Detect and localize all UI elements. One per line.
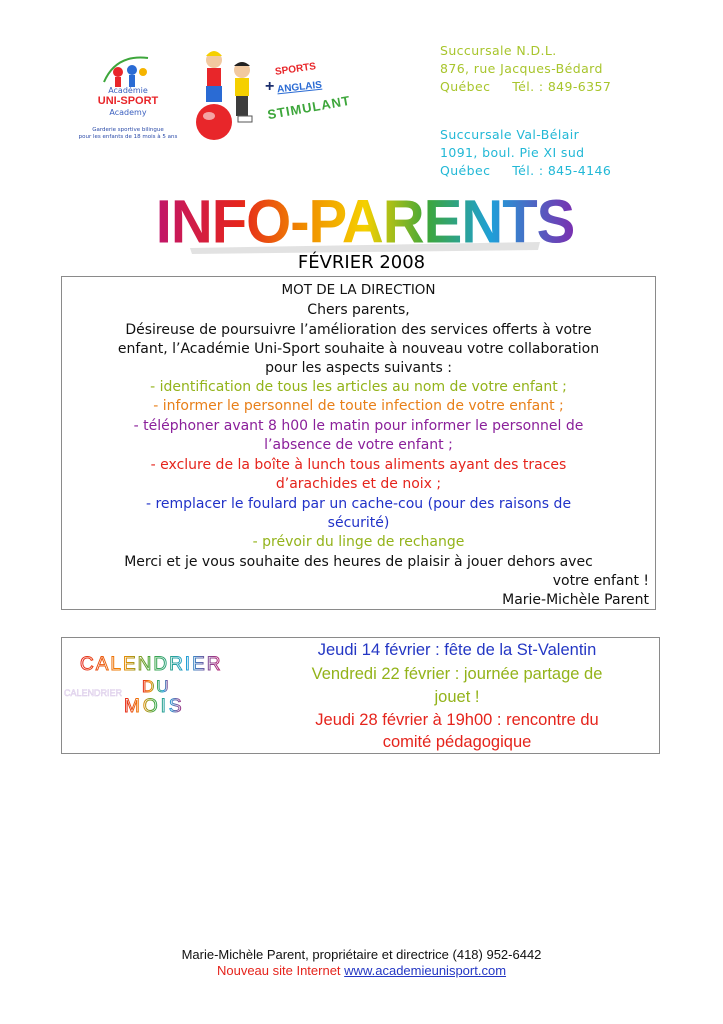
logo-academy-text: Academy — [109, 108, 147, 117]
list-item-foulard: - remplacer le foulard par un cache-cou (pour des raisons de — [145, 496, 572, 512]
branch-ndl-address — [440, 42, 611, 96]
banner-title: INFO-PARENTS — [155, 187, 575, 257]
branch-city-phone: Québec Tél. : 845-4146 — [440, 163, 612, 178]
branch-valbelair-address — [440, 126, 611, 180]
event-st-valentin: Jeudi 14 février : fête de la St-Valentin — [317, 641, 597, 659]
direction-message-box — [61, 276, 656, 610]
branch-city-phone: Québec Tél. : 849-6357 — [440, 79, 612, 94]
newsletter-month: FÉVRIER 2008 — [297, 252, 426, 273]
logo-unisport-text: UNI-SPORT — [97, 95, 159, 107]
branch-street: 876, rue Jacques-Bédard — [440, 61, 603, 76]
calendar-title-art — [62, 646, 252, 718]
intro-line: pour les aspects suivants : — [265, 360, 452, 376]
calendar-art-word: MOIS — [124, 696, 185, 717]
event-partage-jouet-cont: jouet ! — [434, 688, 480, 706]
calendar-art-word: CALENDRIER — [80, 654, 223, 675]
intro-line: enfant, l’Académie Uni-Sport souhaite à nouveau votre collaboration — [117, 341, 600, 357]
signature: Marie-Michèle Parent — [502, 592, 649, 608]
svg-text:CALENDRIER: CALENDRIER — [64, 688, 123, 698]
slogan-stimulant: STIMULANT — [266, 92, 352, 123]
direction-heading: MOT DE LA DIRECTION — [281, 282, 436, 298]
closing-line: Merci et je vous souhaite des heures de plaisir à jouer dehors avec — [124, 554, 593, 570]
intro-line: Désireuse de poursuivre l’amélioration des services offerts à votre — [125, 322, 592, 338]
branch-name: Succursale Val-Bélair — [440, 127, 580, 142]
info-parents-banner — [155, 186, 575, 257]
list-item-linge: - prévoir du linge de rechange — [252, 534, 465, 550]
list-item-lunch: - exclure de la boîte à lunch tous aliments ayant des traces — [150, 457, 567, 473]
slogan — [265, 60, 361, 130]
footer-owner: Marie-Michèle Parent, propriétaire et directrice (418) 952-6442 — [181, 947, 542, 962]
website-link[interactable]: www.academieunisport.com — [344, 963, 507, 978]
list-item-telephone: - téléphoner avant 8 h00 le matin pour informer le personnel de — [133, 418, 584, 434]
list-item-infection: - informer le personnel de toute infection de votre enfant ; — [153, 398, 564, 414]
children-on-ball-image — [192, 46, 270, 142]
event-rencontre-cont: comité pédagogique — [382, 733, 532, 751]
greeting: Chers parents, — [307, 302, 410, 318]
event-partage-jouet: Vendredi 22 février : journée partage de — [311, 665, 603, 683]
list-item-identification: - identification de tous les articles au nom de votre enfant ; — [150, 379, 567, 395]
event-rencontre: Jeudi 28 février à 19h00 : rencontre du — [315, 711, 599, 729]
logo-academie-text: Académie — [108, 86, 148, 95]
footer-website — [0, 963, 723, 978]
list-item-foulard-cont: sécurité) — [327, 515, 390, 531]
logo-tagline: Garderie sportive bilingue — [92, 127, 164, 133]
slogan-sports: SPORTS — [274, 61, 317, 78]
slogan-plus: + — [265, 78, 275, 95]
list-item-lunch-cont: d’arachides et de noix ; — [275, 476, 442, 492]
calendar-art-word: DU — [142, 677, 171, 696]
website-label: Nouveau site Internet — [216, 963, 341, 978]
list-item-telephone-cont: l’absence de votre enfant ; — [264, 437, 453, 453]
logo-tagline-age: pour les enfants de 18 mois à 5 ans — [78, 134, 178, 140]
slogan-anglais: ANGLAIS — [276, 79, 323, 96]
branch-street: 1091, boul. Pie XI sud — [440, 145, 585, 160]
closing-line-end: votre enfant ! — [552, 573, 649, 589]
branch-name: Succursale N.D.L. — [440, 43, 557, 58]
calendar-box — [61, 637, 660, 754]
academy-logo — [68, 52, 188, 142]
